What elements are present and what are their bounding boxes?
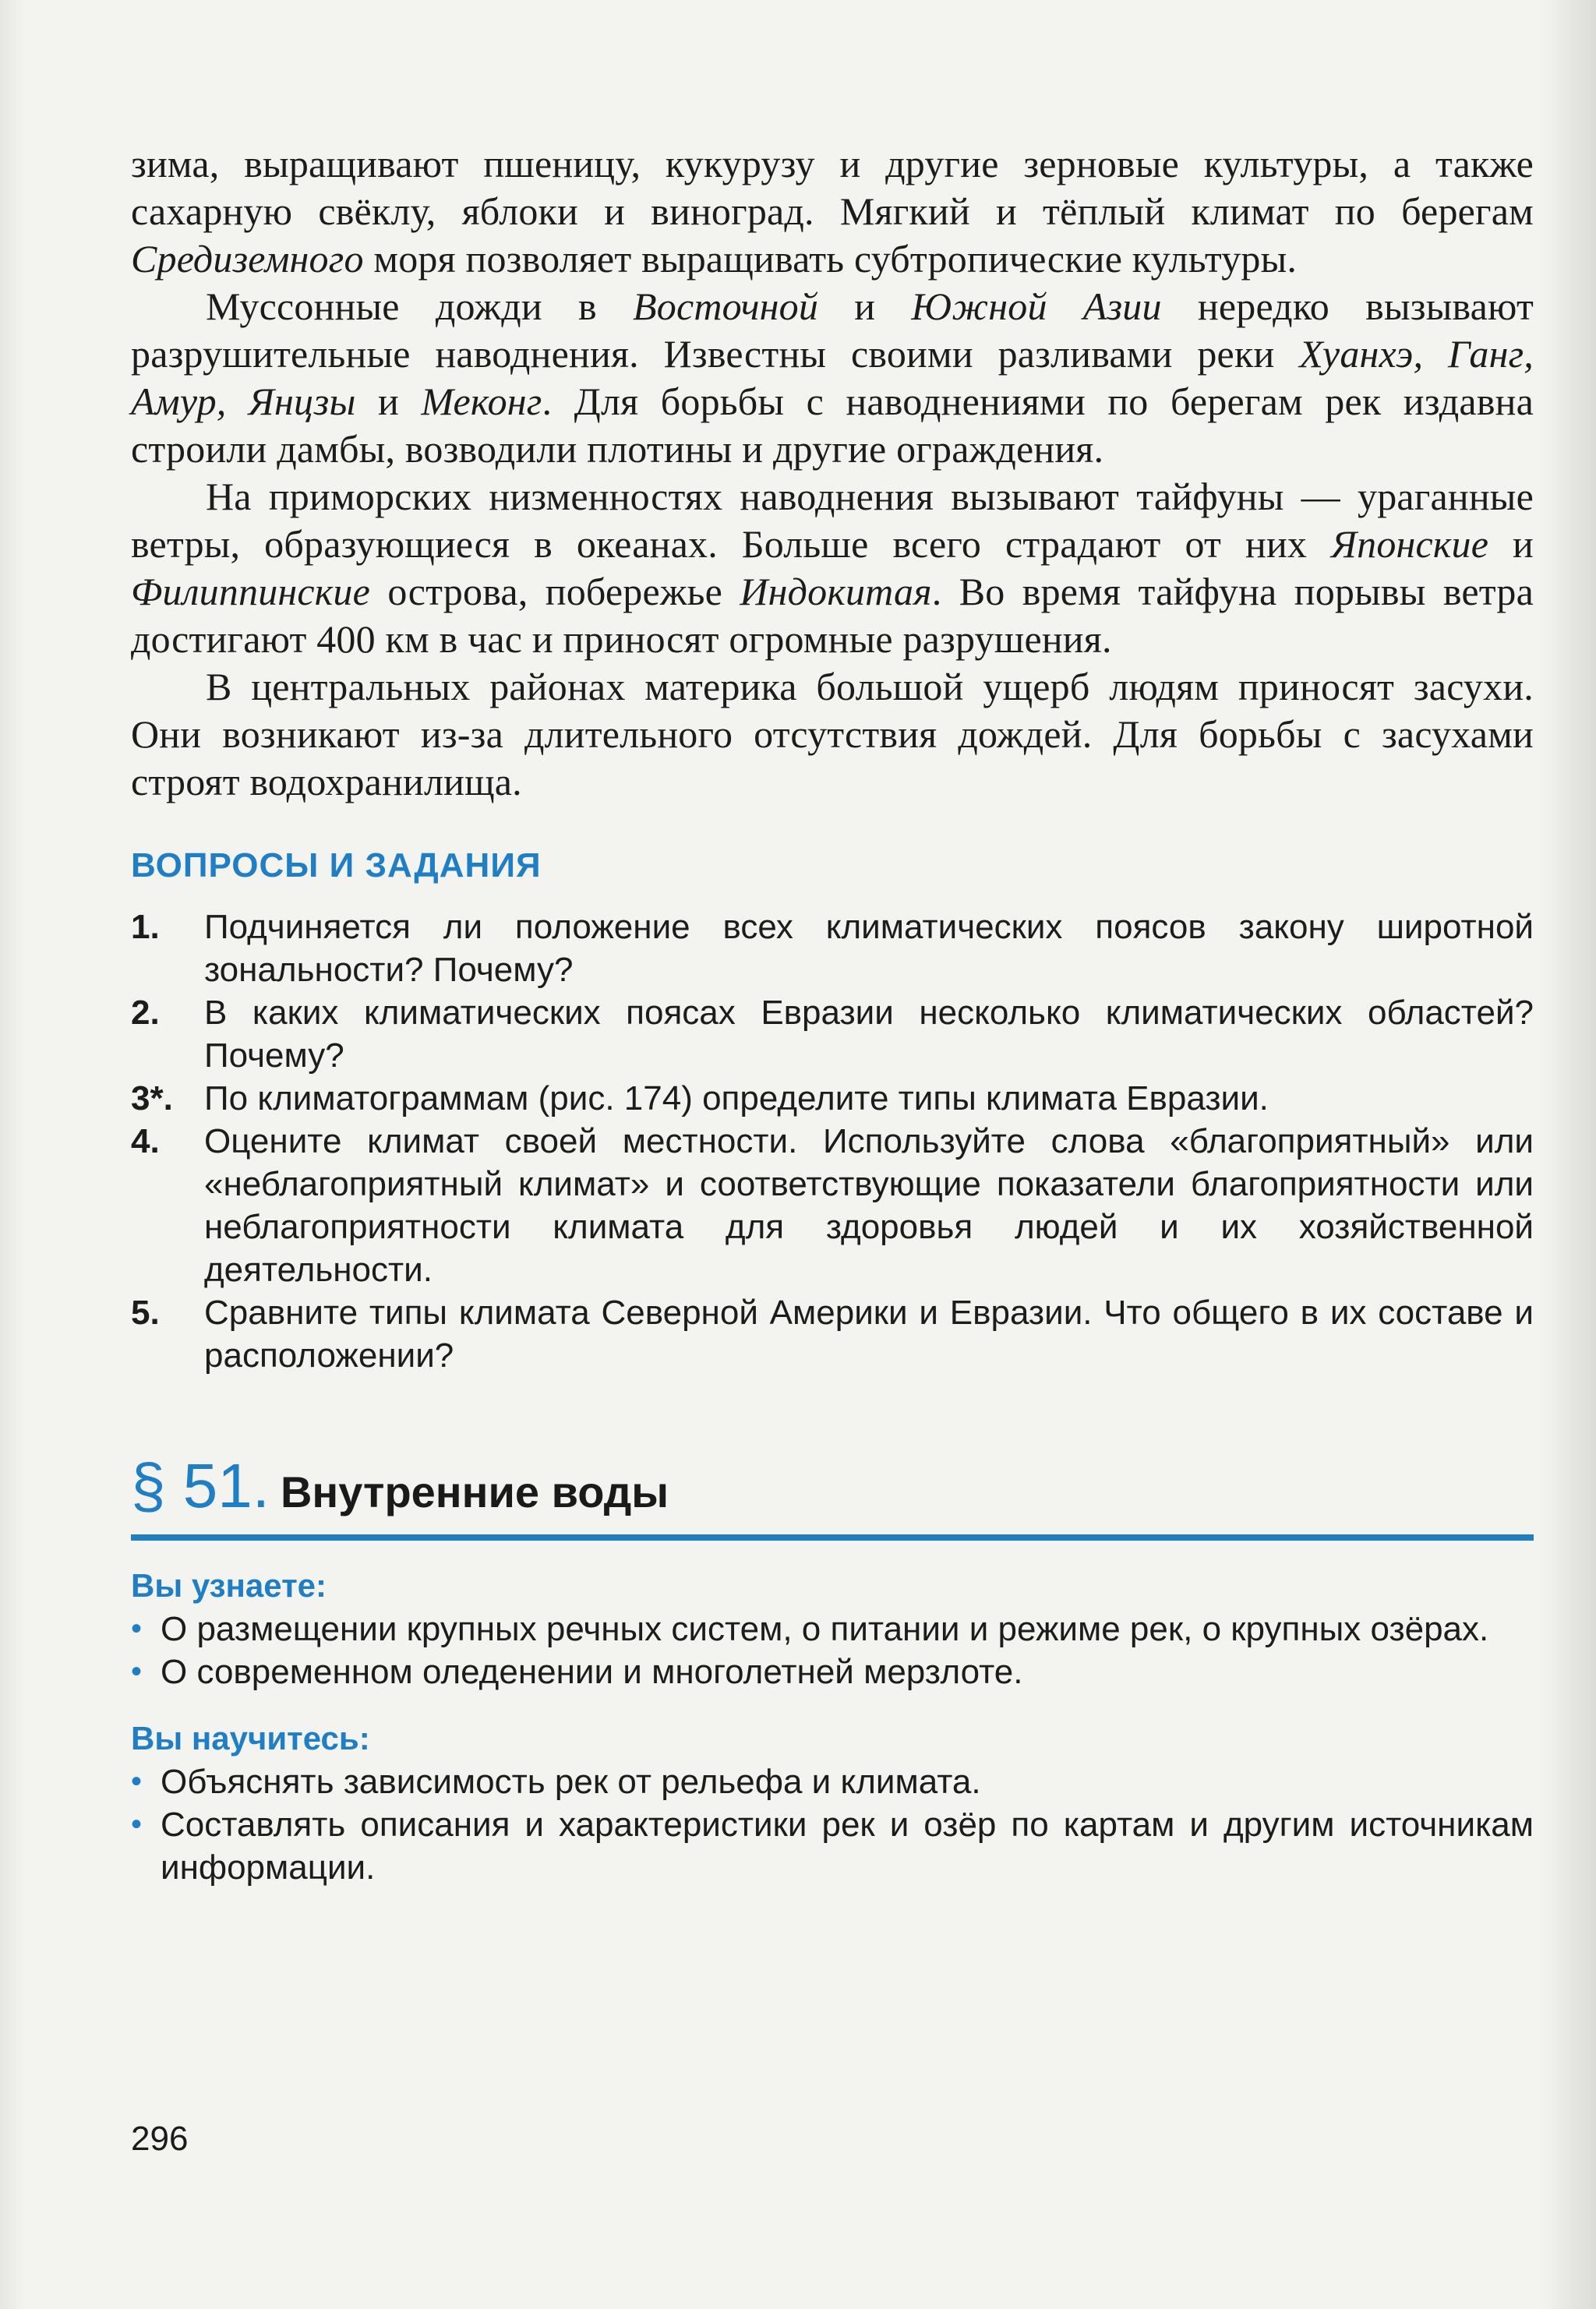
body-paragraph xyxy=(131,663,1534,806)
bullet-text: О размещении крупных речных систем, о питании и режиме рек, о крупных озёрах. xyxy=(161,1610,1489,1648)
page-content xyxy=(131,140,1534,1889)
bullet-icon: • xyxy=(131,1654,143,1689)
question-number: 1. xyxy=(131,908,160,946)
question-number: 3*. xyxy=(131,1079,173,1117)
question-item xyxy=(131,1291,1534,1377)
bullet-item xyxy=(131,1608,1534,1651)
bullet-icon: • xyxy=(131,1612,143,1646)
questions-heading: ВОПРОСЫ И ЗАДАНИЯ xyxy=(131,846,542,884)
text-run: . Для борьбы с наводнениями по берегам рек издавна строили дамбы, возводили плотины и другие ограждения. xyxy=(131,380,1534,471)
italic-term: Хуанхэ, Ганг, Амур, Янцзы xyxy=(131,332,1534,423)
text-run: и xyxy=(818,284,912,328)
question-text: По климатограммам (рис. 174) определите типы климата Евразии. xyxy=(204,1079,1269,1117)
bullet-item xyxy=(131,1803,1534,1889)
question-text: В каких климатических поясах Евразии несколько климатических областей? Почему? xyxy=(204,994,1534,1075)
skills-heading: Вы научитесь: xyxy=(131,1720,370,1756)
question-item xyxy=(131,1120,1534,1291)
page-edge-shadow-left xyxy=(0,0,23,2309)
text-run: Муссонные дожди в xyxy=(206,284,634,328)
italic-term: Средиземного xyxy=(131,237,364,281)
bullet-icon: • xyxy=(131,1807,143,1841)
section-title xyxy=(131,1451,1534,1520)
body-paragraph xyxy=(131,473,1534,663)
question-item xyxy=(131,1077,1534,1120)
learn-list xyxy=(131,1608,1534,1693)
question-text: Подчиняется ли положение всех климатических поясов закону широтной зональности? Почему? xyxy=(204,908,1534,989)
section-divider xyxy=(131,1534,1534,1541)
question-item xyxy=(131,991,1534,1077)
learn-heading: Вы узнаете: xyxy=(131,1567,327,1604)
section-title-text: Внутренние воды xyxy=(280,1467,669,1516)
text-run: В центральных районах материка большой ущерб людям приносят засухи. Они возникают из-за длительного отсутствия дождей. Для борьбы с засухами строят водохранилища. xyxy=(131,665,1534,803)
bullet-text: О современном оледенении и многолетней мерзлоте. xyxy=(161,1653,1023,1691)
italic-term: Восточной xyxy=(633,284,819,328)
text-run: . Во время тайфуна порывы ветра достигают 400 км в час и приносят огромные разрушения. xyxy=(131,570,1534,661)
question-number: 5. xyxy=(131,1294,160,1332)
text-run: моря позволяет выращивать субтропические культуры. xyxy=(363,237,1298,281)
text-run: и xyxy=(355,380,422,423)
question-item xyxy=(131,906,1534,991)
body-text xyxy=(131,140,1534,806)
bullet-item xyxy=(131,1760,1534,1803)
bullet-text: Составлять описания и характеристики рек и озёр по картам и другим источникам информации. xyxy=(161,1806,1534,1887)
italic-term: Южной Азии xyxy=(911,284,1162,328)
body-paragraph xyxy=(131,140,1534,283)
italic-term: Меконг xyxy=(421,380,542,423)
question-text: Сравните типы климата Северной Америки и Евразии. Что общего в их составе и расположении? xyxy=(204,1294,1534,1375)
text-run: зима, выращивают пшеницу, кукурузу и другие зерновые культуры, а также сахарную свёклу, яблоки и виноград. Мягкий и тёплый климат по берегам xyxy=(131,142,1534,233)
italic-term: Индокитая xyxy=(740,570,932,613)
question-text: Оцените климат своей местности. Используйте слова «благоприятный» или «неблагоприятный климат» и соответствующие показатели благоприятности или неблагоприятности климата для здоровья людей и их хозяйственной деятельности. xyxy=(204,1122,1534,1289)
bullet-icon: • xyxy=(131,1764,143,1799)
italic-term: Японские xyxy=(1331,522,1489,566)
section-number: § 51. xyxy=(131,1451,270,1520)
body-paragraph xyxy=(131,283,1534,473)
italic-term: Филиппинские xyxy=(131,570,370,613)
bullet-item xyxy=(131,1651,1534,1693)
bullet-text: Объяснять зависимость рек от рельефа и климата. xyxy=(161,1763,981,1801)
text-run: На приморских низменностях наводнения вызывают тайфуны — ураганные ветры, образующиеся в океанах. Больше всего страдают от них xyxy=(131,475,1534,566)
skills-list xyxy=(131,1760,1534,1889)
text-run: и xyxy=(1488,522,1534,566)
page-number: 296 xyxy=(131,2120,189,2158)
text-run: острова, побережье xyxy=(370,570,740,613)
question-number: 4. xyxy=(131,1122,160,1160)
text-run: нередко вызывают разрушительные наводнения. Известны своими разливами реки xyxy=(131,284,1534,376)
question-number: 2. xyxy=(131,994,160,1032)
page-edge-shadow-right xyxy=(1541,0,1596,2309)
questions-list xyxy=(131,906,1534,1377)
